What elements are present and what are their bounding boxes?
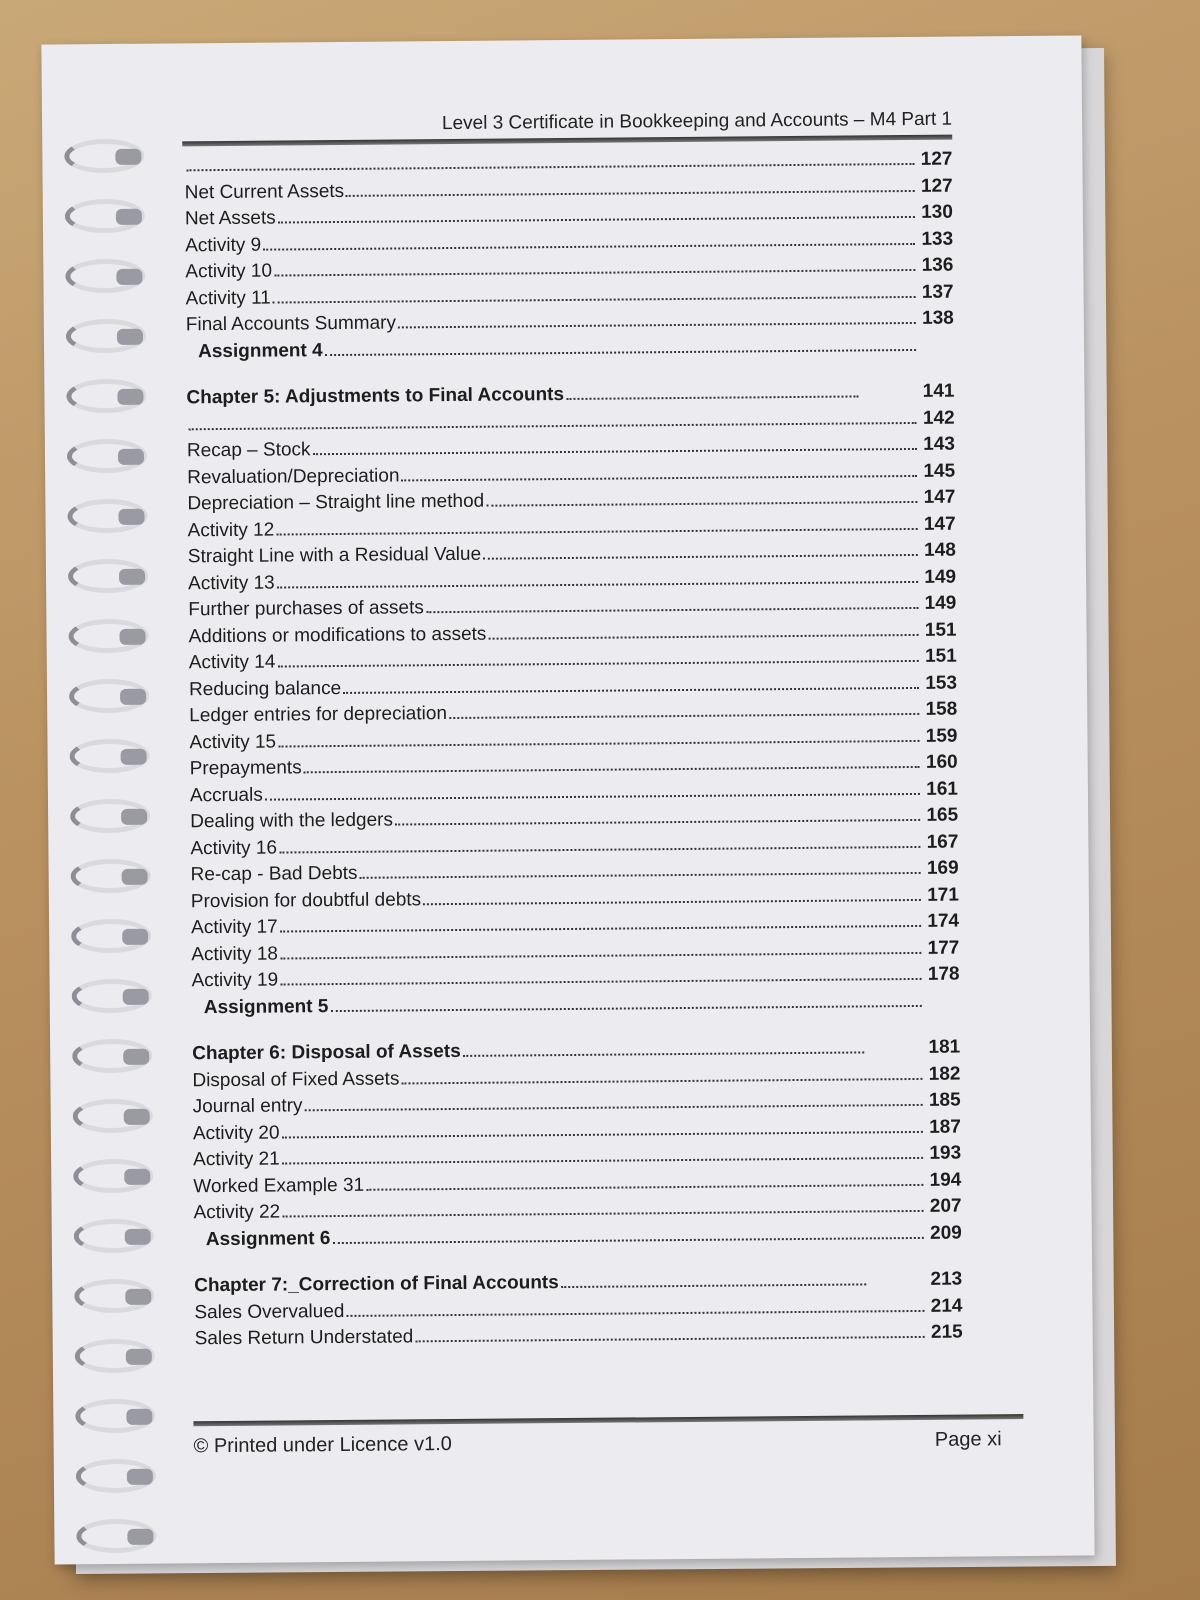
- dot-leader: [483, 553, 918, 560]
- toc-page-number: 127: [920, 148, 953, 170]
- toc-entry-label: Activity 9: [185, 234, 262, 256]
- toc-page-number: 137: [921, 281, 954, 303]
- toc-entry-label: Activity 12: [187, 519, 275, 541]
- spiral-binding: [42, 139, 165, 1580]
- dot-leader: [282, 1209, 923, 1218]
- dot-leader: [343, 685, 919, 693]
- toc-page-number: 171: [927, 884, 959, 906]
- dot-leader: [561, 1282, 866, 1288]
- toc-entry-label: Reducing balance: [188, 677, 342, 700]
- toc-page-number: 169: [926, 857, 959, 879]
- spiral-coil-icon: [71, 919, 151, 954]
- footer-rule: [193, 1414, 1023, 1426]
- spiral-coil-icon: [64, 139, 144, 174]
- dot-leader: [186, 162, 914, 171]
- toc-entry-label: Provision for doubtful debts: [190, 888, 422, 912]
- toc-page-number: 130: [921, 201, 953, 223]
- toc-entry-label: Activity 16: [190, 837, 278, 859]
- toc-entry-label: Activity 22: [193, 1201, 281, 1224]
- spiral-coil-icon: [67, 439, 147, 474]
- dot-leader: [398, 321, 916, 329]
- toc-page-number: 147: [923, 486, 956, 508]
- header-title: Level 3 Certificate in Bookkeeping and Accounts – M4 Part 1: [441, 108, 953, 135]
- toc-entry-label: Straight Line with a Residual Value: [187, 543, 482, 568]
- toc-page-number: 194: [929, 1169, 962, 1191]
- dot-leader: [360, 871, 921, 879]
- toc-page-number: 182: [928, 1063, 961, 1085]
- spiral-coil-icon: [75, 1399, 155, 1434]
- spiral-coil-icon: [76, 1519, 156, 1554]
- toc-entry-label: Activity 14: [188, 651, 276, 674]
- dot-leader: [426, 606, 919, 613]
- toc-page-number: 138: [922, 307, 954, 329]
- toc-page-number: 161: [926, 778, 959, 800]
- toc-assignment-entry: [194, 1222, 962, 1255]
- toc-entry-label: Assignment 6: [205, 1227, 331, 1250]
- dot-leader: [279, 844, 920, 853]
- toc-page-number: 160: [925, 751, 958, 773]
- toc-entry-label: Sales Overvalued: [194, 1300, 345, 1323]
- dot-leader: [277, 659, 918, 668]
- toc-entry-label: Further purchases of assets: [188, 597, 424, 621]
- dot-leader: [280, 950, 921, 959]
- toc-page-number: 167: [926, 831, 959, 853]
- toc-page-number: 145: [923, 460, 956, 482]
- toc-entry-label: Activity 19: [191, 969, 279, 992]
- toc-entry-label: Depreciation – Straight line method: [187, 490, 485, 515]
- spiral-coil-icon: [65, 259, 145, 294]
- toc-entry-label: Activity 18: [191, 943, 279, 965]
- spiral-coil-icon: [76, 1459, 156, 1494]
- toc-page-number: 177: [927, 937, 960, 959]
- dot-leader: [280, 924, 921, 933]
- toc-assignment-entry: [192, 990, 960, 1023]
- toc-entry-label: Disposal of Fixed Assets: [192, 1067, 400, 1091]
- dot-leader: [463, 1050, 864, 1057]
- dot-leader: [278, 738, 919, 747]
- dot-leader: [274, 268, 915, 277]
- toc-page-number: 159: [925, 725, 958, 747]
- dot-leader: [401, 1076, 922, 1084]
- toc-page-number: 127: [920, 175, 953, 197]
- toc-page-number: 142: [922, 407, 955, 429]
- dot-leader: [346, 1308, 924, 1316]
- toc-entry-label: Additions or modifications to assets: [188, 623, 487, 647]
- toc-page-number: 153: [925, 672, 958, 694]
- toc-entry-label: Activity 13: [188, 572, 275, 594]
- spiral-coil-icon: [73, 1099, 153, 1134]
- dot-leader: [423, 897, 921, 904]
- toc-page-number: 193: [929, 1142, 962, 1164]
- toc-page-number: 213: [930, 1268, 963, 1290]
- toc-entry-label: Ledger entries for depreciation: [189, 703, 448, 727]
- spiral-coil-icon: [72, 979, 152, 1014]
- dot-leader: [305, 1103, 923, 1111]
- toc-entry-label: Assignment 5: [203, 995, 329, 1018]
- dot-leader: [276, 526, 917, 535]
- spiral-coil-icon: [74, 1219, 154, 1254]
- toc-page-number: 151: [924, 619, 957, 641]
- toc-entry-label: Chapter 7:_Correction of Final Accounts: [194, 1272, 559, 1297]
- toc-page-number: 158: [925, 698, 958, 720]
- toc-page-number: 178: [927, 963, 960, 985]
- toc-page-number: 185: [928, 1089, 961, 1111]
- spiral-coil-icon: [65, 199, 145, 234]
- toc-page-number: 149: [924, 566, 957, 588]
- spiral-coil-icon: [70, 799, 150, 834]
- toc-page-number: 143: [923, 433, 956, 455]
- spiral-coil-icon: [72, 1039, 152, 1074]
- toc-entry-label: Activity 21: [193, 1148, 280, 1171]
- toc-page-number: 165: [926, 804, 959, 826]
- toc-entry-label: Revaluation/Depreciation: [187, 464, 400, 488]
- toc-entry-label: Accruals: [189, 784, 263, 806]
- toc-page-number: 207: [929, 1195, 962, 1217]
- toc-entry-label: Assignment 4: [197, 339, 323, 362]
- dot-leader: [277, 579, 918, 588]
- spiral-coil-icon: [75, 1339, 155, 1374]
- dot-leader: [278, 215, 915, 224]
- toc-entry: [195, 1322, 963, 1355]
- toc-entry-label: Activity 11: [185, 287, 271, 309]
- spiral-coil-icon: [66, 379, 146, 414]
- spiral-coil-icon: [69, 739, 149, 774]
- toc-entry-label: Recap – Stock: [186, 439, 311, 462]
- spiral-coil-icon: [68, 619, 148, 654]
- toc-entry-label: Re-cap - Bad Debts: [190, 862, 358, 886]
- toc-entry-label: Net Current Assets: [184, 180, 345, 203]
- toc-entry-label: Worked Example 31: [193, 1174, 365, 1197]
- dot-leader: [313, 447, 917, 455]
- dot-leader: [263, 241, 915, 250]
- toc-entry-label: Sales Return Understated: [194, 1326, 414, 1350]
- spiral-coil-icon: [66, 319, 146, 354]
- toc-entry-label: Final Accounts Summary: [185, 312, 397, 336]
- document-page: [41, 35, 1094, 1564]
- toc-entry-label: Prepayments: [189, 757, 302, 780]
- dot-leader: [366, 1182, 923, 1190]
- toc-page-number: 187: [929, 1116, 961, 1138]
- dot-leader: [265, 791, 920, 800]
- toc-page-number: 174: [927, 910, 960, 932]
- footer-licence: © Printed under Licence v1.0: [193, 1433, 452, 1458]
- dot-leader: [280, 977, 921, 986]
- toc-entry-label: Chapter 5: Adjustments to Final Accounts: [186, 384, 565, 409]
- dot-leader: [566, 394, 858, 400]
- dot-leader: [401, 473, 917, 481]
- toc-entry-label: Activity 20: [192, 1122, 280, 1144]
- spiral-coil-icon: [74, 1279, 154, 1314]
- toc-page-number: 151: [924, 645, 957, 667]
- toc-page-number: 136: [921, 254, 954, 276]
- spiral-coil-icon: [69, 679, 149, 714]
- toc-page-number: 147: [923, 513, 956, 535]
- spiral-coil-icon: [68, 559, 148, 594]
- toc-assignment-entry: [186, 334, 954, 367]
- toc-entry-label: Activity 10: [185, 260, 273, 283]
- dot-leader: [273, 294, 916, 303]
- toc-page-number: 209: [929, 1222, 962, 1244]
- footer-page-number: Page xi: [934, 1428, 1002, 1451]
- toc-entry-label: Dealing with the ledgers: [190, 809, 394, 833]
- toc-page-number: 133: [921, 228, 954, 250]
- dot-leader: [449, 712, 919, 719]
- dot-leader: [282, 1156, 923, 1165]
- toc-entry-label: Activity 15: [189, 731, 277, 753]
- toc-page-number: 148: [924, 539, 956, 561]
- dot-leader: [325, 347, 916, 355]
- dot-leader: [304, 765, 920, 773]
- spiral-coil-icon: [67, 499, 147, 534]
- toc-page-number: 181: [928, 1036, 961, 1058]
- dot-leader: [486, 500, 917, 507]
- dot-leader: [488, 632, 918, 639]
- toc-entry-label: Net Assets: [184, 207, 276, 230]
- dot-leader: [332, 1235, 923, 1243]
- spiral-coil-icon: [70, 859, 150, 894]
- toc-entry-label: Activity 17: [191, 916, 278, 939]
- dot-leader: [415, 1335, 924, 1342]
- dot-leader: [346, 188, 915, 196]
- toc-page-number: 215: [930, 1321, 963, 1343]
- dot-leader: [189, 420, 917, 429]
- toc-entry-label: Journal entry: [192, 1095, 303, 1118]
- dot-leader: [395, 818, 920, 826]
- toc-entry-label: Chapter 6: Disposal of Assets: [192, 1040, 461, 1065]
- spiral-coil-icon: [73, 1159, 153, 1194]
- toc-page-number: 149: [924, 592, 957, 614]
- dot-leader: [282, 1129, 923, 1138]
- dot-leader: [330, 1003, 921, 1011]
- toc-page-number: 214: [930, 1295, 963, 1317]
- toc-page-number: 141: [922, 380, 955, 402]
- table-of-contents: [184, 149, 962, 1355]
